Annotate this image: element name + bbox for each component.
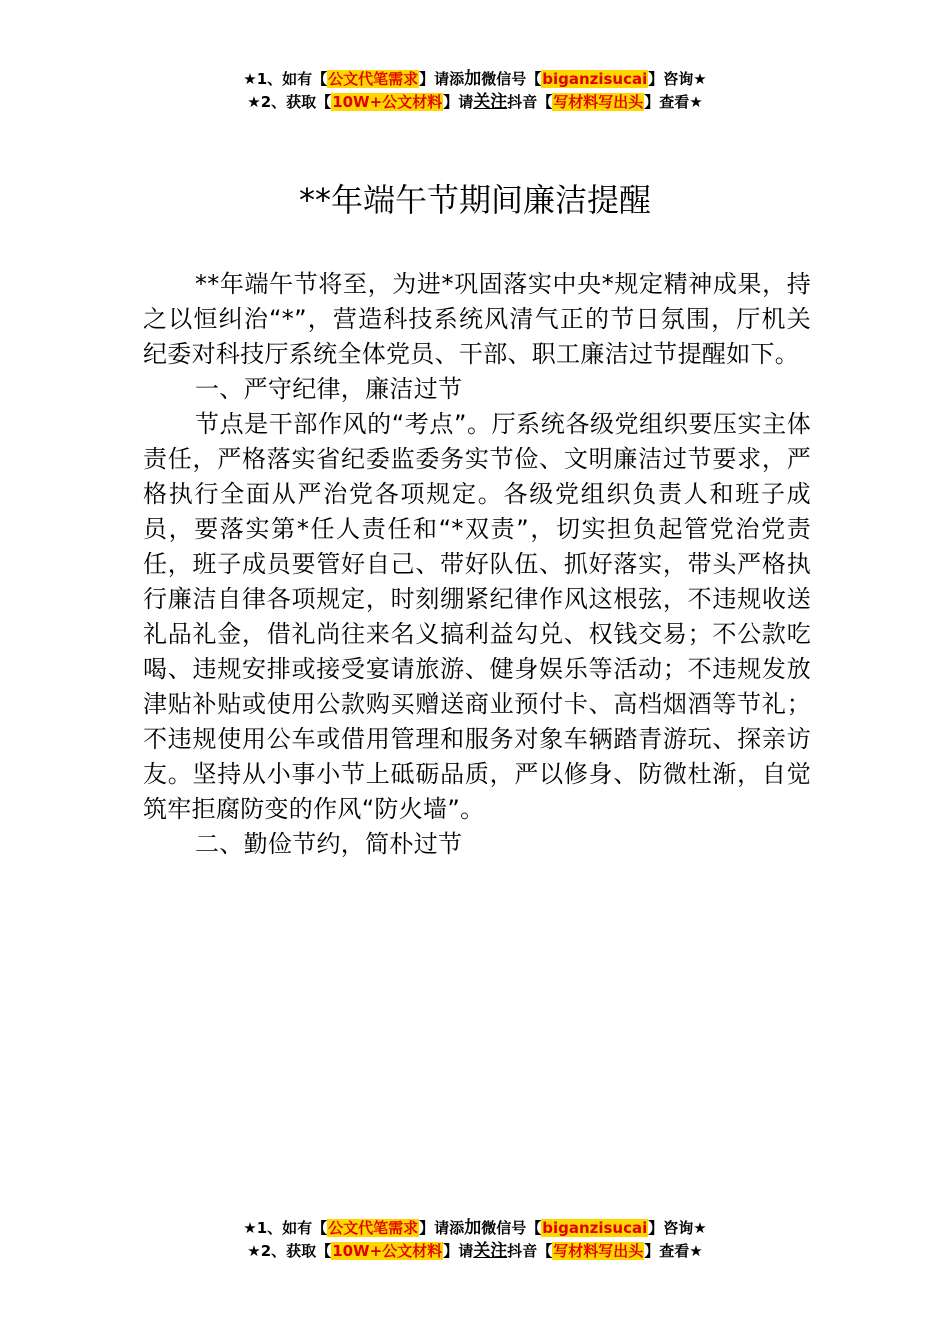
highlight-service: 公文代笔需求 (328, 70, 419, 88)
highlight-wechat-id: biganzisucai (542, 1219, 648, 1237)
highlight-douyin: 写材料写出头 (553, 93, 644, 111)
highlight-service: 公文代笔需求 (328, 1219, 419, 1237)
banner-line-2: ★2、获取【10W+公文材料】请关注抖音【写材料写出头】查看★ (247, 92, 703, 112)
paragraph-section-1: 节点是干部作风的“考点”。厅系统各级党组织要压实主体责任，严格落实省纪委监委务实节俭、文明廉洁过节要求，严格执行全面从严治党各项规定。各级党组织负责人和班子成员，要落实第*任人责任和“*双责”，切实担负起管党治党责任，班子成员要管好自己、带好队伍、抓好落实，带头严格执行廉洁自律各项规定，时刻绷紧纪律作风这根弦，不违规收送礼品礼金，借礼尚往来名义搞利益勾兑、权钱交易；不公款吃喝、违规安排或接受宴请旅游、健身娱乐等活动；不违规发放津贴补贴或使用公款购买赠送商业预付卡、高档烟酒等节礼；不违规使用公车或借用管理和服务对象车辆踏青游玩、探亲访友。坚持从小事小节上砥砺品质，严以修身、防微杜渐，自觉筑牢拒腐防变的作风“防火墙”。 (143, 410, 811, 823)
section-heading-1: 一、严守纪律，廉洁过节 (195, 375, 463, 403)
footer-banner (0, 1217, 950, 1263)
section-heading-2: 二、勤俭节约，简朴过节 (195, 830, 463, 858)
banner-line-1: ★1、如有【公文代笔需求】请添加微信号【biganzisucai】咨询★ (243, 1218, 707, 1238)
header-banner (0, 68, 950, 114)
highlight-materials: 10W+公文材料 (332, 1242, 443, 1260)
document-body (143, 267, 811, 862)
document-title: **年端午节期间廉洁提醒 (298, 181, 651, 219)
banner-line-1: ★1、如有【公文代笔需求】请添加微信号【biganzisucai】咨询★ (243, 69, 707, 89)
highlight-douyin: 写材料写出头 (553, 1242, 644, 1260)
highlight-wechat-id: biganzisucai (542, 70, 648, 88)
paragraph-intro: **年端午节将至，为进*巩固落实中央*规定精神成果，持之以恒纠治“*”，营造科技系统风清气正的节日氛围，厅机关纪委对科技厅系统全体党员、干部、职工廉洁过节提醒如下。 (143, 270, 811, 368)
highlight-materials: 10W+公文材料 (332, 93, 443, 111)
banner-line-2: ★2、获取【10W+公文材料】请关注抖音【写材料写出头】查看★ (247, 1241, 703, 1261)
